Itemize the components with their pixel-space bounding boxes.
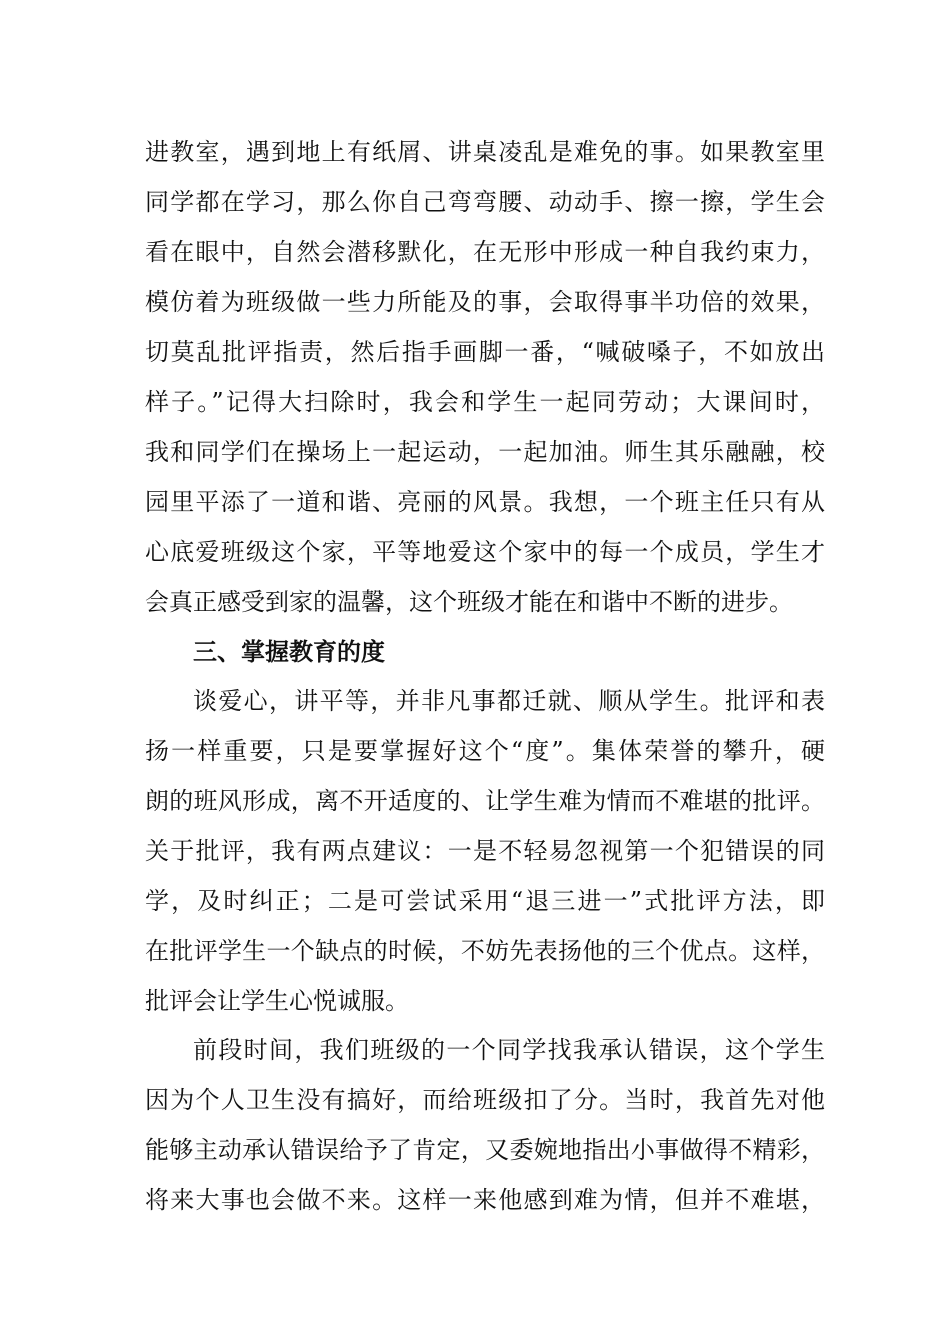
text-line: 同学都在学习，那么你自己弯弯腰、动动手、擦一擦，学生会	[145, 188, 825, 216]
paragraph-2	[145, 676, 825, 1026]
text-line: 会真正感受到家的温馨，这个班级才能在和谐中不断的进步。	[145, 588, 793, 616]
text-line: 批评会让学生心悦诚服。	[145, 987, 409, 1015]
paragraph-3	[145, 1025, 825, 1225]
text-line: 我和同学们在操场上一起运动，一起加油。师生其乐融融，校	[145, 438, 825, 466]
text-line: 样子。”记得大扫除时，我会和学生一起同劳动；大课间时，	[145, 388, 825, 416]
text-line: 看在眼中，自然会潜移默化，在无形中形成一种自我约束力，	[145, 238, 825, 266]
text-line: 前段时间，我们班级的一个同学找我承认错误，这个学生	[193, 1036, 825, 1064]
text-line: 谈爱心，讲平等，并非凡事都迁就、顺从学生。批评和表	[193, 687, 825, 715]
text-line: 学，及时纠正；二是可尝试采用“退三进一”式批评方法，即	[145, 887, 825, 915]
text-line: 在批评学生一个缺点的时候，不妨先表扬他的三个优点。这样，	[145, 937, 825, 965]
text-line: 因为个人卫生没有搞好，而给班级扣了分。当时，我首先对他	[145, 1086, 825, 1114]
text-line: 进教室，遇到地上有纸屑、讲桌凌乱是难免的事。如果教室里	[145, 138, 825, 166]
text-line: 切莫乱批评指责，然后指手画脚一番，“喊破嗓子，不如放出	[145, 338, 825, 366]
section-3	[145, 627, 825, 677]
paragraph-1	[145, 127, 825, 627]
text-line: 能够主动承认错误给予了肯定，又委婉地指出小事做得不精彩，	[145, 1136, 825, 1164]
text-line: 将来大事也会做不来。这样一来他感到难为情，但并不难堪，	[145, 1186, 825, 1214]
text-line: 朗的班风形成，离不开适度的、让学生难为情而不难堪的批评。	[145, 787, 825, 815]
text-line: 关于批评，我有两点建议：一是不轻易忽视第一个犯错误的同	[145, 837, 825, 865]
section-heading: 三、掌握教育的度	[193, 638, 385, 666]
text-line: 园里平添了一道和谐、亮丽的风景。我想，一个班主任只有从	[145, 488, 825, 516]
text-line: 扬一样重要，只是要掌握好这个“度”。集体荣誉的攀升，硬	[145, 737, 825, 765]
text-line: 心底爱班级这个家，平等地爱这个家中的每一个成员，学生才	[145, 538, 825, 566]
text-line: 模仿着为班级做一些力所能及的事，会取得事半功倍的效果，	[145, 288, 825, 316]
